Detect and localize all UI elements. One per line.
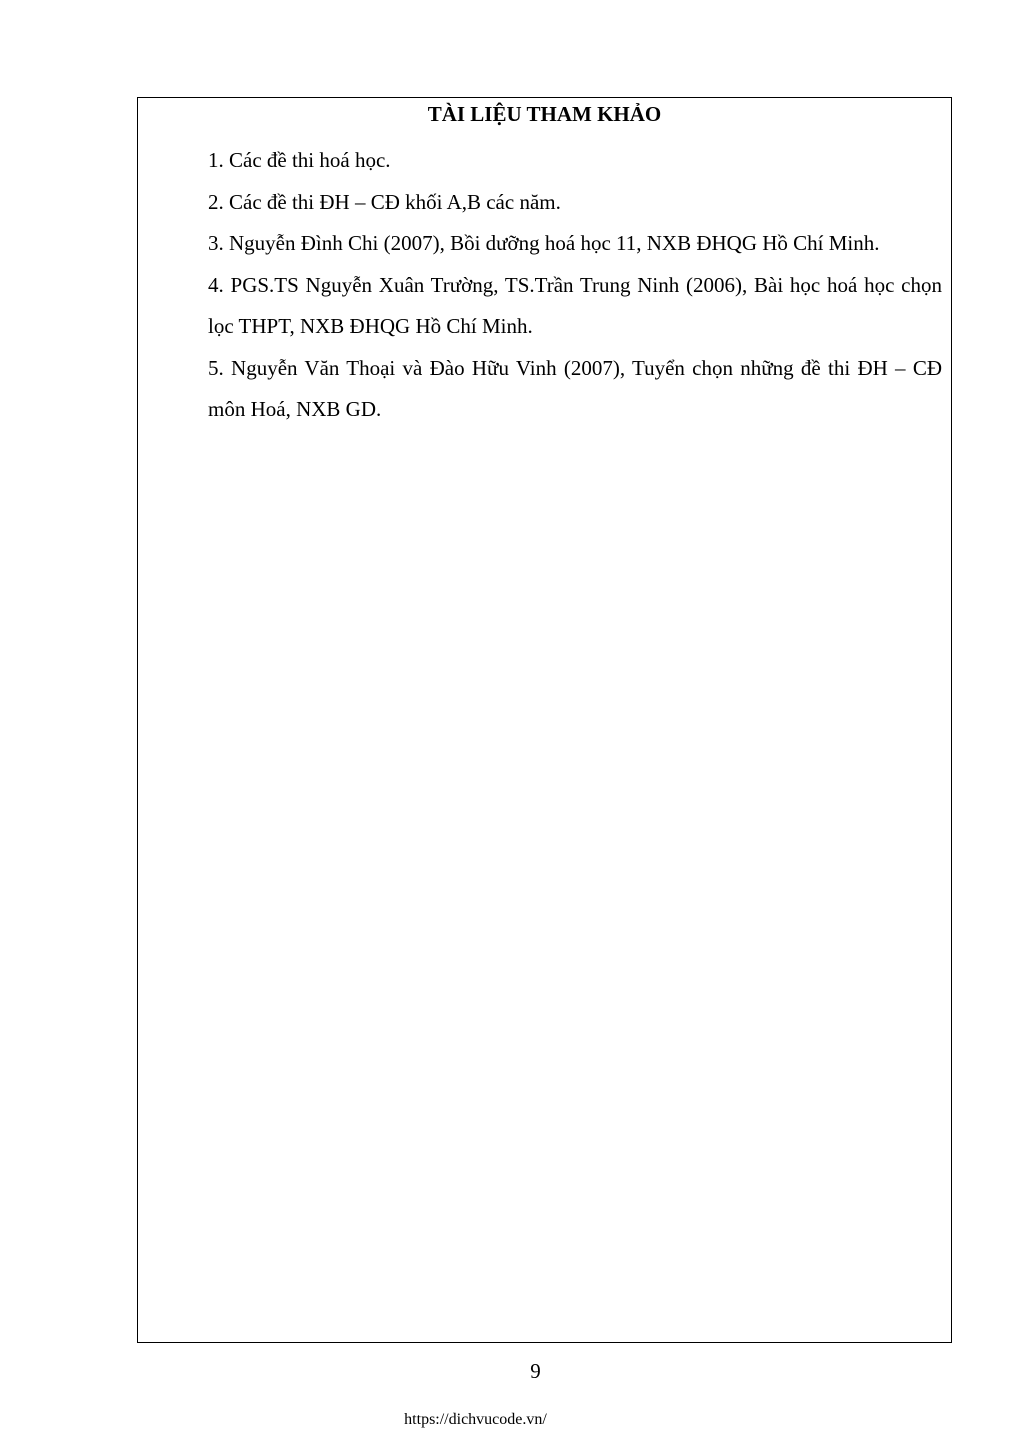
reference-item: 3. Nguyễn Đình Chi (2007), Bồi dưỡng hoá học 11, NXB ĐHQG Hồ Chí Minh. bbox=[208, 231, 880, 255]
footer-url-link[interactable]: https://dichvucode.vn/ bbox=[404, 1411, 547, 1428]
page-number: 9 bbox=[530, 1359, 541, 1383]
reference-item: 2. Các đề thi ĐH – CĐ khối A,B các năm. bbox=[208, 189, 561, 214]
reference-item: 5. Nguyễn Văn Thoại và Đào Hữu Vinh (2007), Tuyển chọn những đề thi ĐH – CĐ môn Hoá, NXB GD. bbox=[208, 355, 942, 421]
reference-list bbox=[208, 140, 942, 431]
reference-item: 4. PGS.TS Nguyễn Xuân Trường, TS.Trần Trung Ninh (2006), Bài học hoá học chọn lọc THPT, NXB ĐHQG Hồ Chí Minh. bbox=[208, 272, 942, 338]
reference-item: 1. Các đề thi hoá học. bbox=[208, 148, 391, 172]
references-heading: TÀI LIỆU THAM KHẢO bbox=[427, 102, 662, 126]
